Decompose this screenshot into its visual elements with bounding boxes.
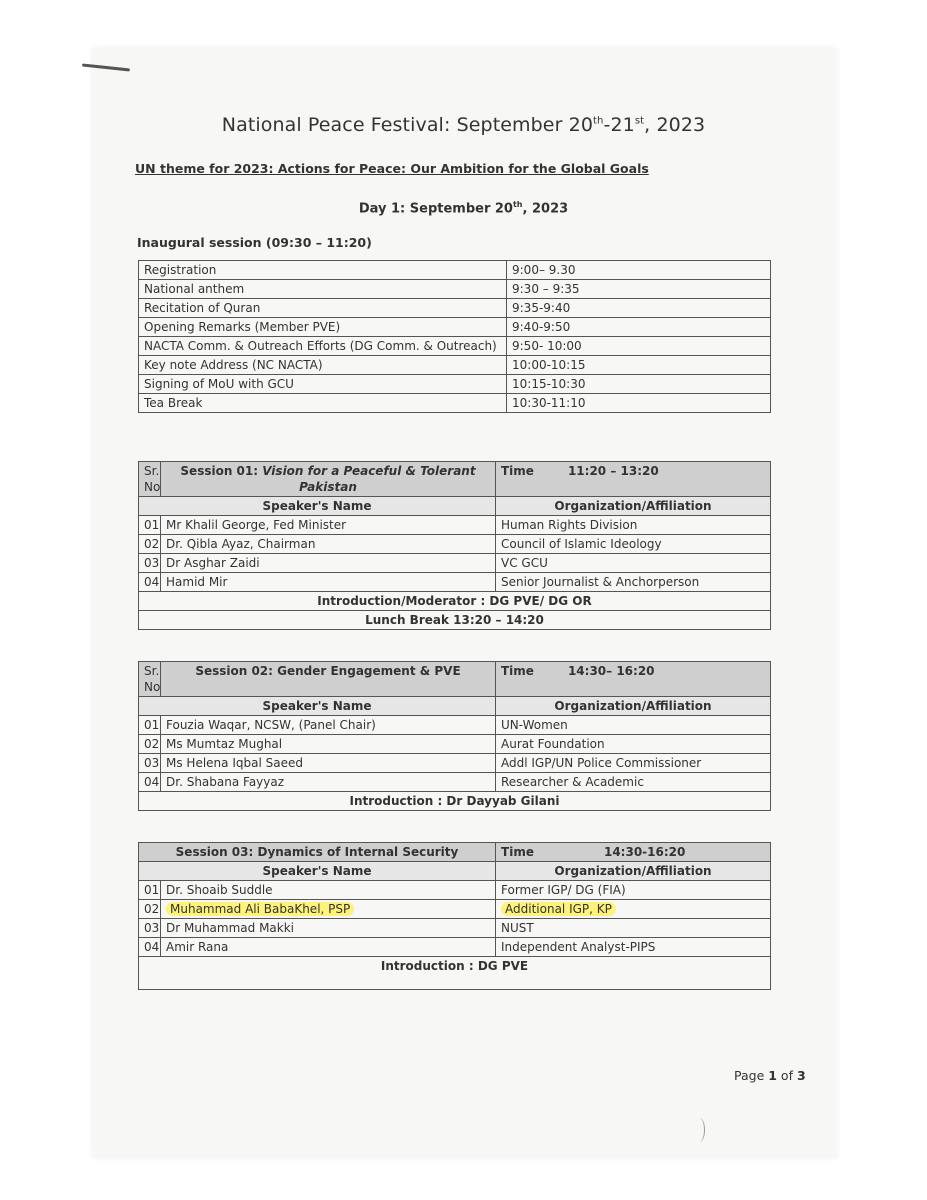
table-row: 01 Dr. Shoaib Suddle Former IGP/ DG (FIA) <box>139 881 771 900</box>
table-row: National anthem 9:30 – 9:35 <box>139 280 771 299</box>
highlighted-org: Additional IGP, KP <box>501 902 616 916</box>
table-row: 04 Hamid Mir Senior Journalist & Anchorperson <box>139 573 771 592</box>
session-header <box>139 843 771 862</box>
table-row: Opening Remarks (Member PVE) 9:40-9:50 <box>139 318 771 337</box>
session-02-table <box>138 661 771 811</box>
table-row: Recitation of Quran 9:35-9:40 <box>139 299 771 318</box>
table-row: NACTA Comm. & Outreach Efforts (DG Comm. & Outreach) 9:50- 10:00 <box>139 337 771 356</box>
moderator-row: Introduction/Moderator : DG PVE/ DG OR <box>139 592 771 611</box>
table-row: 01 Fouzia Waqar, NCSW, (Panel Chair) UN-Women <box>139 716 771 735</box>
inaugural-heading: Inaugural session (09:30 – 11:20) <box>137 235 372 250</box>
session-03-table <box>138 842 771 990</box>
table-row: 02 Ms Mumtaz Mughal Aurat Foundation <box>139 735 771 754</box>
column-headers: Speaker's Name Organization/Affiliation <box>139 862 771 881</box>
table-row: Key note Address (NC NACTA) 10:00-10:15 <box>139 356 771 375</box>
table-row: 02 Dr. Qibla Ayaz, Chairman Council of Islamic Ideology <box>139 535 771 554</box>
session-title: Session 03: Dynamics of Internal Security <box>139 843 496 862</box>
session-title: Session 01: Vision for a Peaceful & Tolerant Pakistan <box>161 462 496 497</box>
un-theme: UN theme for 2023: Actions for Peace: Our Ambition for the Global Goals <box>135 161 649 176</box>
page-number: Page 1 of 3 <box>734 1068 806 1083</box>
paper-curl-mark <box>694 1118 705 1142</box>
session-time: Time 11:20 – 13:20 <box>496 462 771 497</box>
table-row: 04 Dr. Shabana Fayyaz Researcher & Academic <box>139 773 771 792</box>
column-headers: Speaker's Name Organization/Affiliation <box>139 697 771 716</box>
session-time: Time 14:30-16:20 <box>496 843 771 862</box>
sr-no-label: Sr. No <box>139 462 161 497</box>
document-title: National Peace Festival: September 20th-21st, 2023 <box>221 114 706 136</box>
session-header <box>139 662 771 697</box>
table-row: 03 Ms Helena Iqbal Saeed Addl IGP/UN Police Commissioner <box>139 754 771 773</box>
session-header <box>139 462 771 497</box>
column-headers: Speaker's Name Organization/Affiliation <box>139 497 771 516</box>
table-row: 01 Mr Khalil George, Fed Minister Human Rights Division <box>139 516 771 535</box>
table-row: 03 Dr Asghar Zaidi VC GCU <box>139 554 771 573</box>
highlighted-speaker: Muhammad Ali BabaKhel, PSP <box>166 902 354 916</box>
session-01-table <box>138 461 771 630</box>
table-row: Signing of MoU with GCU 10:15-10:30 <box>139 375 771 394</box>
day-heading: Day 1: September 20th, 2023 <box>358 200 569 217</box>
table-row: 03 Dr Muhammad Makki NUST <box>139 919 771 938</box>
table-row-highlighted: 02 Muhammad Ali BabaKhel, PSP Additional IGP, KP <box>139 900 771 919</box>
intro-row: Introduction : Dr Dayyab Gilani <box>139 792 771 811</box>
sr-no-label: Sr. No <box>139 662 161 697</box>
session-title: Session 02: Gender Engagement & PVE <box>161 662 496 697</box>
table-row: Tea Break 10:30-11:10 <box>139 394 771 413</box>
intro-row: Introduction : DG PVE <box>139 957 771 990</box>
break-row: Lunch Break 13:20 – 14:20 <box>139 611 771 630</box>
session-time: Time 14:30– 16:20 <box>496 662 771 697</box>
table-row: 04 Amir Rana Independent Analyst-PIPS <box>139 938 771 957</box>
table-row: Registration 9:00– 9.30 <box>139 261 771 280</box>
inaugural-table <box>138 260 771 413</box>
